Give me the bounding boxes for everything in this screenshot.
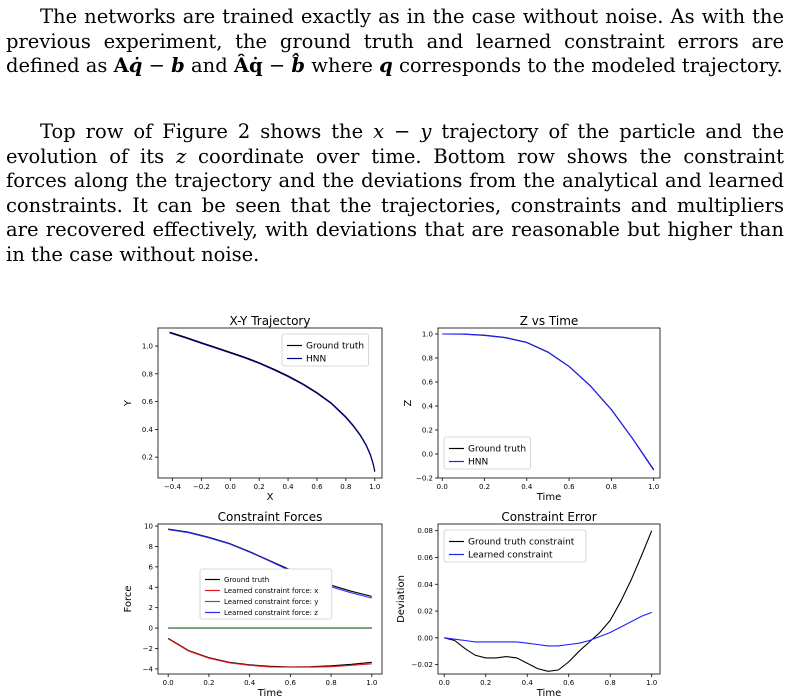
legend-entry: Learned constraint <box>468 550 553 561</box>
x-tick-label: 0.4 <box>521 483 533 491</box>
y-tick-label: 0.2 <box>421 426 433 435</box>
x-tick-label: 0.2 <box>203 679 215 687</box>
y-tick-label: 2 <box>148 604 153 613</box>
x-axis-label: Time <box>536 492 562 503</box>
eq1-qdot: q̇ <box>128 54 143 77</box>
y-tick-label: 0.02 <box>417 607 433 616</box>
y-tick-label: 0.2 <box>141 453 153 462</box>
x-tick-label: 0.8 <box>605 483 617 491</box>
eq1-b: b <box>171 54 185 77</box>
x-tick-label: 0.6 <box>311 483 323 491</box>
chart-zt <box>403 314 660 503</box>
legend <box>200 569 332 619</box>
y-tick-label: 0.8 <box>421 354 433 363</box>
legend-entry: Learned constraint force: z <box>224 608 318 617</box>
x-tick-label: 0.0 <box>224 483 236 491</box>
y-tick-label: 0 <box>148 624 153 633</box>
x-tick-label: 1.0 <box>366 679 378 687</box>
x-axis-label: X <box>266 492 274 503</box>
eq2-bhat: b̂ <box>291 54 306 77</box>
paragraph-figure-description <box>6 120 784 267</box>
y-tick-label: 0.4 <box>421 402 433 411</box>
p2-xy: x − y <box>373 120 432 143</box>
x-tick-label: 0.0 <box>162 679 174 687</box>
x-tick-label: −0.4 <box>163 483 181 491</box>
chart-forces <box>123 510 382 696</box>
legend-entry: HNN <box>468 457 489 468</box>
x-tick-label: 0.4 <box>244 679 256 687</box>
legend <box>282 334 368 366</box>
y-tick-label: 0.4 <box>141 425 153 434</box>
y-tick-label: 0.08 <box>417 527 433 536</box>
x-tick-label: 0.8 <box>340 483 352 491</box>
x-tick-label: 0.0 <box>436 483 448 491</box>
y-axis-label: Y <box>123 399 134 407</box>
y-tick-label: 8 <box>148 542 153 551</box>
legend-entry: Learned constraint force: y <box>224 597 319 606</box>
legend-entry: Ground truth <box>468 444 527 455</box>
p1-line1: The networks are trained exactly as in the case without noise. As with <box>40 5 746 28</box>
legend-entry: Ground truth <box>224 575 270 584</box>
eq1-minus: − <box>142 54 172 77</box>
eq1-A: A <box>113 54 129 77</box>
eq-q: q <box>379 54 393 77</box>
p1-where: where <box>305 54 380 77</box>
x-tick-label: 0.6 <box>563 679 575 687</box>
y-tick-label: 0.0 <box>421 450 433 459</box>
legend <box>444 530 586 562</box>
x-axis-label: Time <box>536 688 562 696</box>
y-tick-label: 10 <box>144 522 153 531</box>
legend-entry: HNN <box>306 354 327 365</box>
legend-entry: Ground truth <box>306 341 365 352</box>
y-tick-label: −0.2 <box>416 474 433 483</box>
x-tick-label: 0.6 <box>284 679 296 687</box>
x-axis-label: Time <box>257 688 283 696</box>
x-tick-label: 0.4 <box>282 483 294 491</box>
eq2-Ahat: Â <box>233 54 250 77</box>
legend-entry: Ground truth constraint <box>468 537 575 548</box>
eq2-minus: − <box>262 54 292 77</box>
y-tick-label: 0.6 <box>421 378 433 387</box>
chart-title: Constraint Error <box>501 510 597 524</box>
y-tick-label: 4 <box>148 583 153 592</box>
x-tick-label: 1.0 <box>648 483 660 491</box>
p1-line2: the previous experiment, the ground truth and learned constraint errors are <box>6 5 784 53</box>
x-tick-label: 0.2 <box>480 679 492 687</box>
y-axis-label: Force <box>123 585 134 613</box>
eq2-qdot: q̇ <box>249 54 263 77</box>
y-tick-label: 0.00 <box>417 634 433 643</box>
y-axis-label: Deviation <box>396 575 407 623</box>
p1-and: and <box>184 54 234 77</box>
figure-2 <box>118 310 678 696</box>
legend-entry: Learned constraint force: x <box>224 586 319 595</box>
y-axis-label: Z <box>403 399 414 407</box>
y-tick-label: −2 <box>142 644 153 653</box>
p1-line3a: defined as <box>6 54 114 77</box>
p1-line3c: corresponds to the modeled trajectory. <box>392 54 783 77</box>
x-tick-label: 1.0 <box>369 483 381 491</box>
p2-c: coordinate over time. Bottom row shows the constraint forces along the trajectory and the deviations from the analytical and learned constraints. It can be seen that the trajectories, constraints and multipliers are recovered effectively, with deviations that are reasonable but higher than in the case without noise. <box>6 144 784 266</box>
y-tick-label: 1.0 <box>421 330 433 339</box>
x-tick-label: 0.2 <box>478 483 491 491</box>
legend <box>444 437 530 469</box>
p2-a: Top row of Figure 2 shows the <box>40 120 374 143</box>
y-tick-label: 1.0 <box>141 342 153 351</box>
y-tick-label: 0.8 <box>141 370 153 379</box>
p2-b: trajectory of the particle and the evolution of its <box>6 120 784 168</box>
x-tick-label: 0.8 <box>325 679 337 687</box>
x-tick-label: 0.0 <box>438 679 450 687</box>
chart-title: Constraint Forces <box>217 510 323 524</box>
paragraph-noise-training <box>6 5 784 79</box>
y-tick-label: 6 <box>148 563 153 572</box>
x-tick-label: 0.6 <box>563 483 575 491</box>
chart-title: Z vs Time <box>519 314 579 328</box>
chart-xy <box>123 314 382 503</box>
chart-title: X-Y Trajectory <box>229 314 311 328</box>
x-tick-label: −0.2 <box>192 483 210 491</box>
x-tick-label: 0.4 <box>521 679 533 687</box>
y-tick-label: 0.06 <box>417 553 433 562</box>
y-tick-label: −0.02 <box>411 661 433 670</box>
y-tick-label: 0.04 <box>417 580 433 589</box>
y-tick-label: −4 <box>142 665 153 674</box>
x-tick-label: 0.8 <box>604 679 616 687</box>
chart-error <box>396 510 660 696</box>
p2-z: z <box>175 144 187 168</box>
x-tick-label: 0.2 <box>253 483 265 491</box>
x-tick-label: 1.0 <box>646 679 658 687</box>
y-tick-label: 0.6 <box>141 398 153 407</box>
